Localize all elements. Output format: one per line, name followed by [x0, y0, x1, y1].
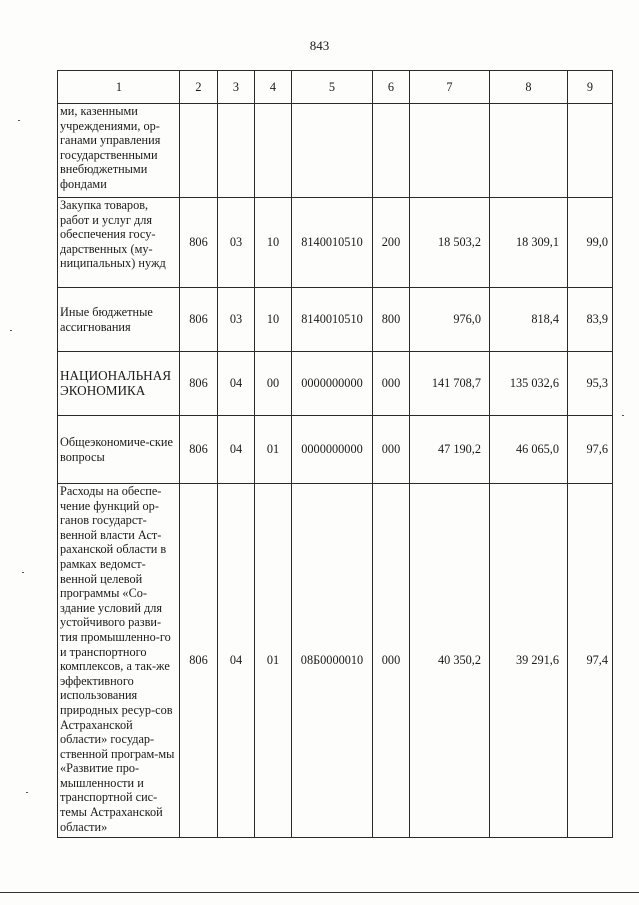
row-target-code: 0000000000	[292, 352, 373, 416]
row-name: Закупка товаров, работ и услуг для обеспечения госу-дарственных (му-ниципальных) нужд	[58, 198, 180, 288]
row-expense-type	[373, 104, 410, 198]
row-target-code: 8140010510	[292, 198, 373, 288]
row-section-code: 04	[218, 352, 255, 416]
row-planned: 976,0	[410, 288, 490, 352]
row-planned: 141 708,7	[410, 352, 490, 416]
row-planned	[410, 104, 490, 198]
header-cell-3: 3	[218, 71, 255, 104]
row-subsection-code: 01	[255, 416, 292, 484]
row-actual: 46 065,0	[490, 416, 568, 484]
row-expense-type: 000	[373, 416, 410, 484]
page-bottom-rule	[0, 892, 639, 893]
row-section-code: 04	[218, 484, 255, 838]
table-row	[58, 484, 613, 838]
scan-speck	[10, 330, 12, 331]
scan-speck	[26, 792, 28, 793]
table-row	[58, 352, 613, 416]
row-section-code	[218, 104, 255, 198]
row-percent: 97,4	[568, 484, 613, 838]
row-expense-type: 000	[373, 352, 410, 416]
row-name: Общеэкономиче-ские вопросы	[58, 416, 180, 484]
row-ministry-code	[180, 104, 218, 198]
row-actual: 135 032,6	[490, 352, 568, 416]
row-percent: 97,6	[568, 416, 613, 484]
row-name: ми, казенными учреждениями, ор-ганами управления государственными внебюджетными фондами	[58, 104, 180, 198]
scan-speck	[18, 120, 20, 121]
row-expense-type: 200	[373, 198, 410, 288]
row-percent: 95,3	[568, 352, 613, 416]
row-actual	[490, 104, 568, 198]
page-number: 843	[309, 38, 330, 53]
row-subsection-code: 00	[255, 352, 292, 416]
row-subsection-code: 01	[255, 484, 292, 838]
row-planned: 40 350,2	[410, 484, 490, 838]
row-ministry-code: 806	[180, 352, 218, 416]
header-cell-5: 5	[292, 71, 373, 104]
row-actual: 39 291,6	[490, 484, 568, 838]
row-name: Иные бюджетные ассигнования	[58, 288, 180, 352]
row-planned: 18 503,2	[410, 198, 490, 288]
row-ministry-code: 806	[180, 416, 218, 484]
row-name: Расходы на обеспе-чение функций ор-ганов государст-венной власти Аст-раханской области в рамках ведомст-венной целевой программы «Со-здание условий для устойчивого разви-тия промышленно-го и транспортного комплексов, а так-же эффективного использования природных ресур-сов Астраханской области» государ-ственной програм-мы «Развитие про-мышленности и транспортной сис-темы Астраханской области»	[58, 484, 180, 838]
budget-table	[57, 70, 613, 838]
row-target-code	[292, 104, 373, 198]
row-percent: 99,0	[568, 198, 613, 288]
scan-speck	[22, 572, 24, 573]
row-expense-type: 000	[373, 484, 410, 838]
row-actual: 18 309,1	[490, 198, 568, 288]
header-cell-6: 6	[373, 71, 410, 104]
scan-speck	[622, 415, 624, 416]
row-expense-type: 800	[373, 288, 410, 352]
header-cell-2: 2	[180, 71, 218, 104]
row-actual: 818,4	[490, 288, 568, 352]
header-cell-9: 9	[568, 71, 613, 104]
table-row	[58, 104, 613, 198]
row-section-code: 04	[218, 416, 255, 484]
row-subsection-code	[255, 104, 292, 198]
row-target-code: 0000000000	[292, 416, 373, 484]
row-percent: 83,9	[568, 288, 613, 352]
row-target-code: 8140010510	[292, 288, 373, 352]
row-planned: 47 190,2	[410, 416, 490, 484]
table-row	[58, 288, 613, 352]
row-subsection-code: 10	[255, 288, 292, 352]
header-cell-4: 4	[255, 71, 292, 104]
table-header-row	[58, 71, 613, 104]
row-target-code: 08Б0000010	[292, 484, 373, 838]
row-ministry-code: 806	[180, 484, 218, 838]
row-percent	[568, 104, 613, 198]
header-cell-7: 7	[410, 71, 490, 104]
table-row	[58, 198, 613, 288]
row-name: НАЦИОНАЛЬНАЯ ЭКОНОМИКА	[58, 352, 180, 416]
row-ministry-code: 806	[180, 198, 218, 288]
table-row	[58, 416, 613, 484]
header-cell-1: 1	[58, 71, 180, 104]
row-ministry-code: 806	[180, 288, 218, 352]
row-subsection-code: 10	[255, 198, 292, 288]
header-cell-8: 8	[490, 71, 568, 104]
row-section-code: 03	[218, 288, 255, 352]
row-section-code: 03	[218, 198, 255, 288]
